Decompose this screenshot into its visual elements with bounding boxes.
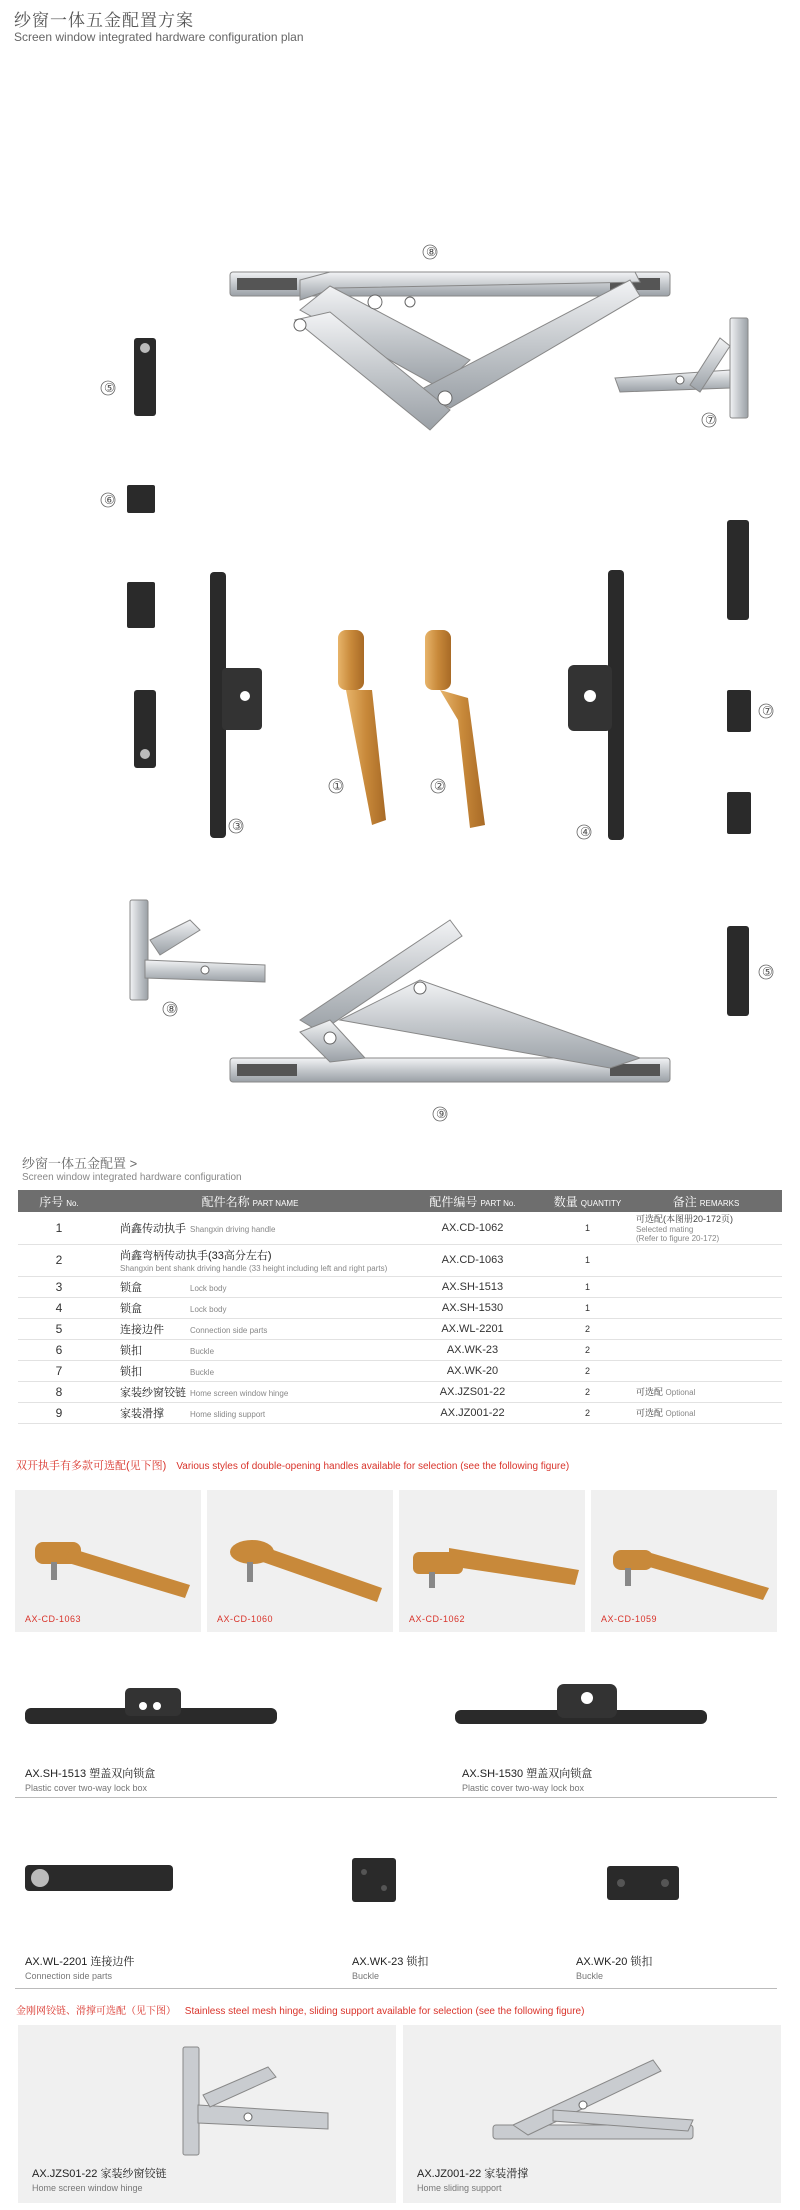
bottom-sliding-support bbox=[230, 920, 670, 1082]
page-subtitle: Screen window integrated hardware configuration plan bbox=[14, 30, 304, 44]
handle-label: AX-CD-1060 bbox=[217, 1614, 274, 1624]
lockbox-1530-image bbox=[455, 1680, 715, 1740]
small-hinge-right bbox=[615, 318, 748, 418]
handle-label: AX-CD-1059 bbox=[601, 1614, 658, 1624]
col-code: 配件编号 PART No. bbox=[400, 1190, 545, 1212]
buckle-right-1 bbox=[727, 690, 751, 732]
buckle-wk23-caption: AX.WK-23 锁扣 Buckle bbox=[352, 1956, 429, 1981]
handle-label: AX-CD-1062 bbox=[409, 1614, 466, 1624]
buckle-left-2 bbox=[127, 582, 155, 628]
buckle-wk20-caption: AX.WK-20 锁扣 Buckle bbox=[576, 1956, 653, 1981]
config-table bbox=[18, 1190, 782, 1424]
hinge-caption-jzs01: AX.JZS01-22 家装纱窗铰链 Home screen window hinge bbox=[32, 2168, 167, 2193]
hinge-image bbox=[403, 2025, 781, 2165]
callout-8-left: ⑧ bbox=[166, 1002, 177, 1016]
hinge-note: 金刚网铰链、滑撑可选配（见下图） Stainless steel mesh hinge, sliding support available for selection (see the following figure) bbox=[16, 2006, 585, 2017]
callout-5-right: ⑤ bbox=[762, 965, 773, 979]
buckle-wk20-image bbox=[607, 1866, 682, 1906]
divider bbox=[15, 1797, 777, 1798]
callout-1: ① bbox=[332, 779, 343, 793]
buckle-left-1 bbox=[127, 485, 155, 513]
small-hinge-left bbox=[130, 900, 265, 1000]
callout-7-right: ⑦ bbox=[762, 704, 773, 718]
table-row: 6 锁扣 Buckle AX.WK-23 2 bbox=[18, 1339, 782, 1360]
handle-1 bbox=[338, 630, 386, 825]
handle-label: AX-CD-1063 bbox=[25, 1614, 82, 1624]
lock-box-3 bbox=[210, 572, 262, 838]
col-qty: 数量 QUANTITY bbox=[545, 1190, 630, 1212]
config-subtitle: Screen window integrated hardware configuration bbox=[22, 1172, 242, 1183]
table-row: 9 家装滑撑 Home sliding support AX.JZ001-22 2 可选配 Optional bbox=[18, 1402, 782, 1423]
handle-card-1059 bbox=[591, 1490, 777, 1632]
connection-part-image bbox=[25, 1860, 175, 1900]
callout-5-left: ⑤ bbox=[104, 381, 115, 395]
handle-card-1062 bbox=[399, 1490, 585, 1632]
col-name: 配件名称 PART NAME bbox=[100, 1190, 400, 1212]
buckle-wk23-image bbox=[352, 1858, 402, 1908]
col-remark: 备注 REMARKS bbox=[630, 1190, 782, 1212]
divider bbox=[15, 1988, 777, 1989]
connection-part-right-lower bbox=[727, 926, 749, 1016]
handle-image bbox=[15, 1490, 201, 1632]
lock-box-4 bbox=[568, 570, 624, 840]
callout-8-top: ⑧ bbox=[426, 245, 437, 259]
page-title: 纱窗一体五金配置方案 bbox=[14, 11, 194, 30]
table-row: 2 尚鑫弯柄传动执手(33高分左右) Shangxin bent shank driving handle (33 height including left and right parts) AX.CD-1063 1 bbox=[18, 1244, 782, 1276]
hinge-card-jzs01 bbox=[18, 2025, 396, 2203]
table-row: 1 尚鑫传动执手 Shangxin driving handle AX.CD-1062 1 可选配(本图册20-172页) Selected mating (Refer to figure 20-172) bbox=[18, 1212, 782, 1244]
handle-2 bbox=[425, 630, 485, 828]
hinge-caption-jz001: AX.JZ001-22 家装滑撑 Home sliding support bbox=[417, 2168, 529, 2193]
top-hinge-support bbox=[230, 272, 670, 430]
config-title: 纱窗一体五金配置 > bbox=[22, 1156, 138, 1171]
callout-4: ④ bbox=[580, 825, 591, 839]
hinge-card-jz001 bbox=[403, 2025, 781, 2203]
callout-7-top: ⑦ bbox=[705, 413, 716, 427]
table-row: 3 锁盒 Lock body AX.SH-1513 1 bbox=[18, 1276, 782, 1297]
table-row: 5 连接边件 Connection side parts AX.WL-2201 2 bbox=[18, 1318, 782, 1339]
lockbox-1513-caption: AX.SH-1513 塑盖双向锁盒 Plastic cover two-way lock box bbox=[25, 1768, 156, 1793]
table-header-row bbox=[18, 1190, 782, 1212]
lockbox-1513-image bbox=[25, 1680, 285, 1740]
table-row: 4 锁盒 Lock body AX.SH-1530 1 bbox=[18, 1297, 782, 1318]
buckle-right-2 bbox=[727, 792, 751, 834]
lockbox-1530-caption: AX.SH-1530 塑盖双向锁盒 Plastic cover two-way lock box bbox=[462, 1768, 593, 1793]
connection-part-caption: AX.WL-2201 连接边件 Connection side parts bbox=[25, 1956, 135, 1981]
hinge-image bbox=[18, 2025, 396, 2165]
handle-card-1060 bbox=[207, 1490, 393, 1632]
handles-note: 双开执手有多款可选配(见下图) Various styles of double-opening handles available for selection (see the following figure) bbox=[16, 1460, 570, 1472]
callout-2: ② bbox=[434, 779, 445, 793]
table-row: 8 家装纱窗铰链 Home screen window hinge AX.JZS01-22 2 可选配 Optional bbox=[18, 1381, 782, 1402]
table-row: 7 锁扣 Buckle AX.WK-20 2 bbox=[18, 1360, 782, 1381]
handle-image bbox=[399, 1490, 585, 1632]
hardware-diagram bbox=[0, 220, 800, 1130]
callout-3: ③ bbox=[232, 819, 243, 833]
handle-card-1063 bbox=[15, 1490, 201, 1632]
col-no: 序号 No. bbox=[18, 1190, 100, 1212]
callout-6: ⑥ bbox=[104, 493, 115, 507]
connection-part-right bbox=[727, 520, 749, 620]
callout-9: ⑨ bbox=[436, 1107, 447, 1121]
handle-image bbox=[207, 1490, 393, 1632]
handle-image bbox=[591, 1490, 777, 1632]
